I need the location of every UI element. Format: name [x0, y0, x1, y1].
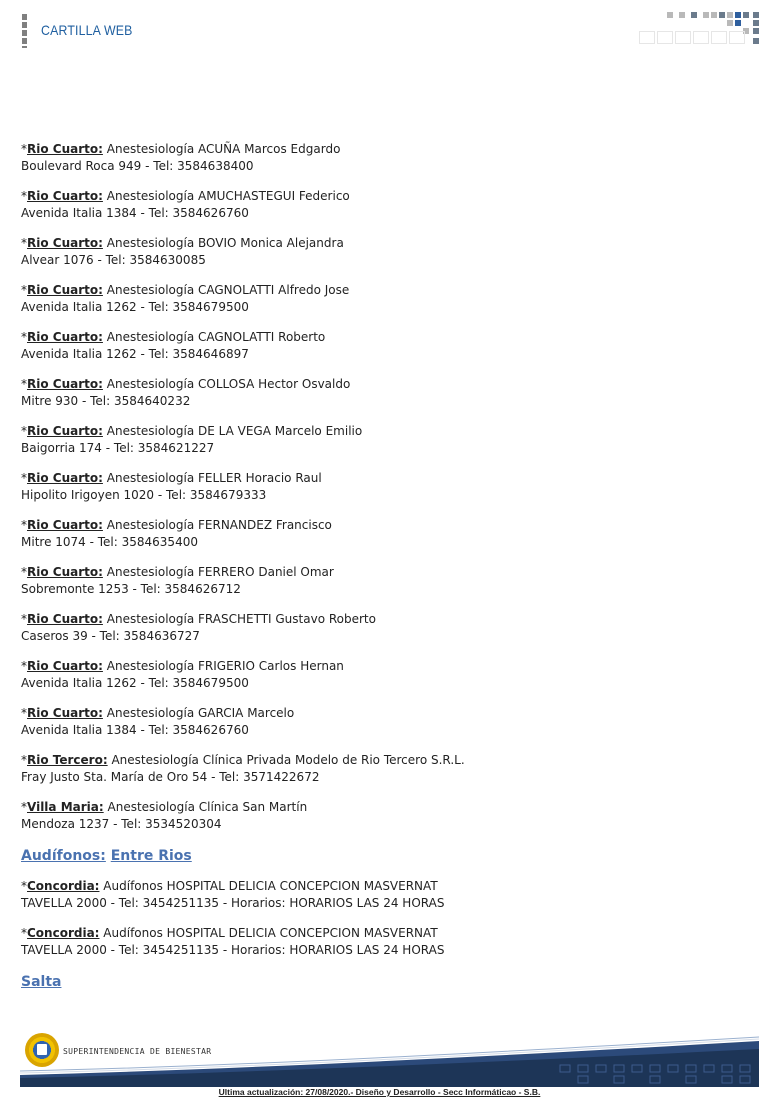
entry-bullet: *: [21, 879, 27, 893]
entry-description: Audífonos HOSPITAL DELICIA CONCEPCION MASVERNAT: [103, 926, 438, 940]
section-category-link[interactable]: Audífonos:: [21, 848, 106, 864]
entry-bullet: *: [21, 142, 27, 156]
provider-entry: [21, 141, 741, 175]
entry-address: Avenida Italia 1262 - Tel: 3584646897: [21, 347, 249, 361]
entry-city: Villa Maria:: [27, 800, 104, 814]
entry-city: Rio Cuarto:: [27, 706, 103, 720]
provider-entry: [21, 799, 741, 833]
entry-city: Concordia:: [27, 926, 100, 940]
provider-entry: [21, 705, 741, 739]
entry-description: Anestesiología Clínica Privada Modelo de Rio Tercero S.R.L.: [111, 753, 465, 767]
provider-entry: [21, 282, 741, 316]
agency-seal-logo: [25, 1033, 59, 1067]
provider-entry: [21, 925, 741, 959]
entry-city: Rio Cuarto:: [27, 236, 103, 250]
provider-entry: [21, 235, 741, 269]
entry-description: Anestesiología AMUCHASTEGUI Federico: [106, 189, 350, 203]
section-region-link[interactable]: Salta: [21, 974, 62, 990]
entry-address: Boulevard Roca 949 - Tel: 3584638400: [21, 159, 254, 173]
provider-entry: [21, 517, 741, 551]
entry-city: Rio Cuarto:: [27, 189, 103, 203]
section-region-link[interactable]: Entre Rios: [110, 848, 192, 864]
entry-bullet: *: [21, 565, 27, 579]
header-decoration-grid-icon: [637, 12, 759, 48]
entry-description: Anestesiología FRASCHETTI Gustavo Roberto: [106, 612, 376, 626]
provider-entry: [21, 658, 741, 692]
entry-description: Anestesiología FERNANDEZ Francisco: [106, 518, 332, 532]
entry-city: Rio Cuarto:: [27, 330, 103, 344]
entry-address: Baigorria 174 - Tel: 3584621227: [21, 441, 215, 455]
entry-address: Mitre 1074 - Tel: 3584635400: [21, 535, 198, 549]
entry-bullet: *: [21, 424, 27, 438]
provider-entry: [21, 470, 741, 504]
entry-city: Rio Cuarto:: [27, 424, 103, 438]
entry-description: Anestesiología FRIGERIO Carlos Hernan: [106, 659, 344, 673]
entry-address: TAVELLA 2000 - Tel: 3454251135 - Horarios: HORARIOS LAS 24 HORAS: [21, 943, 445, 957]
entry-city: Rio Cuarto:: [27, 377, 103, 391]
entry-description: Anestesiología FERRERO Daniel Omar: [106, 565, 334, 579]
provider-entry: [21, 752, 741, 786]
provider-entry: [21, 611, 741, 645]
entry-bullet: *: [21, 800, 27, 814]
entry-bullet: *: [21, 236, 27, 250]
entry-bullet: *: [21, 753, 27, 767]
entry-address: Mendoza 1237 - Tel: 3534520304: [21, 817, 222, 831]
entry-address: Avenida Italia 1262 - Tel: 3584679500: [21, 300, 249, 314]
header-accent-bar: [22, 14, 27, 48]
entry-bullet: *: [21, 377, 27, 391]
agency-name: SUPERINTENDENCIA DE BIENESTAR: [63, 1047, 212, 1056]
entry-bullet: *: [21, 926, 27, 940]
page-header: [0, 0, 759, 60]
page-footer: [0, 1025, 759, 1101]
entry-address: Sobremonte 1253 - Tel: 3584626712: [21, 582, 241, 596]
entry-description: Anestesiología FELLER Horacio Raul: [106, 471, 322, 485]
provider-list-anestesiologia: [21, 141, 741, 833]
provider-entry: [21, 376, 741, 410]
section-heading-audifonos[interactable]: [21, 846, 741, 866]
directory-content: [21, 141, 741, 1004]
entry-description: Anestesiología BOVIO Monica Alejandra: [106, 236, 344, 250]
last-update-note: Ultima actualización: 27/08/2020.- Diseño y Desarrollo - Secc Informáticao - S.B.: [218, 1087, 541, 1097]
entry-city: Rio Cuarto:: [27, 142, 103, 156]
provider-list-audifonos: [21, 878, 741, 959]
provider-entry: [21, 188, 741, 222]
provider-entry: [21, 564, 741, 598]
entry-description: Anestesiología ACUÑA Marcos Edgardo: [106, 142, 341, 156]
entry-bullet: *: [21, 283, 27, 297]
entry-bullet: *: [21, 706, 27, 720]
provider-entry: [21, 329, 741, 363]
entry-address: Hipolito Irigoyen 1020 - Tel: 3584679333: [21, 488, 267, 502]
entry-description: Anestesiología COLLOSA Hector Osvaldo: [106, 377, 351, 391]
entry-city: Rio Cuarto:: [27, 612, 103, 626]
entry-address: Alvear 1076 - Tel: 3584630085: [21, 253, 206, 267]
entry-city: Rio Cuarto:: [27, 471, 103, 485]
entry-bullet: *: [21, 189, 27, 203]
entry-address: Mitre 930 - Tel: 3584640232: [21, 394, 191, 408]
entry-description: Anestesiología DE LA VEGA Marcelo Emilio: [106, 424, 363, 438]
entry-city: Rio Cuarto:: [27, 565, 103, 579]
entry-address: Avenida Italia 1262 - Tel: 3584679500: [21, 676, 249, 690]
entry-address: Fray Justo Sta. María de Oro 54 - Tel: 3571422672: [21, 770, 320, 784]
entry-description: Anestesiología GARCIA Marcelo: [106, 706, 295, 720]
section-heading-salta[interactable]: [21, 972, 741, 992]
entry-city: Rio Cuarto:: [27, 659, 103, 673]
entry-city: Rio Cuarto:: [27, 518, 103, 532]
entry-description: Audífonos HOSPITAL DELICIA CONCEPCION MASVERNAT: [103, 879, 438, 893]
entry-bullet: *: [21, 518, 27, 532]
entry-description: Anestesiología CAGNOLATTI Roberto: [106, 330, 326, 344]
entry-city: Concordia:: [27, 879, 100, 893]
header-title: CARTILLA WEB: [41, 22, 133, 38]
entry-city: Rio Cuarto:: [27, 283, 103, 297]
provider-entry: [21, 878, 741, 912]
entry-bullet: *: [21, 471, 27, 485]
entry-bullet: *: [21, 659, 27, 673]
entry-bullet: *: [21, 330, 27, 344]
footer-wave-banner: [0, 1025, 759, 1087]
entry-address: Avenida Italia 1384 - Tel: 3584626760: [21, 206, 249, 220]
entry-description: Anestesiología Clínica San Martín: [107, 800, 308, 814]
provider-entry: [21, 423, 741, 457]
entry-description: Anestesiología CAGNOLATTI Alfredo Jose: [106, 283, 350, 297]
entry-bullet: *: [21, 612, 27, 626]
entry-address: Caseros 39 - Tel: 3584636727: [21, 629, 200, 643]
entry-address: Avenida Italia 1384 - Tel: 3584626760: [21, 723, 249, 737]
entry-city: Rio Tercero:: [27, 753, 108, 767]
entry-address: TAVELLA 2000 - Tel: 3454251135 - Horarios: HORARIOS LAS 24 HORAS: [21, 896, 445, 910]
